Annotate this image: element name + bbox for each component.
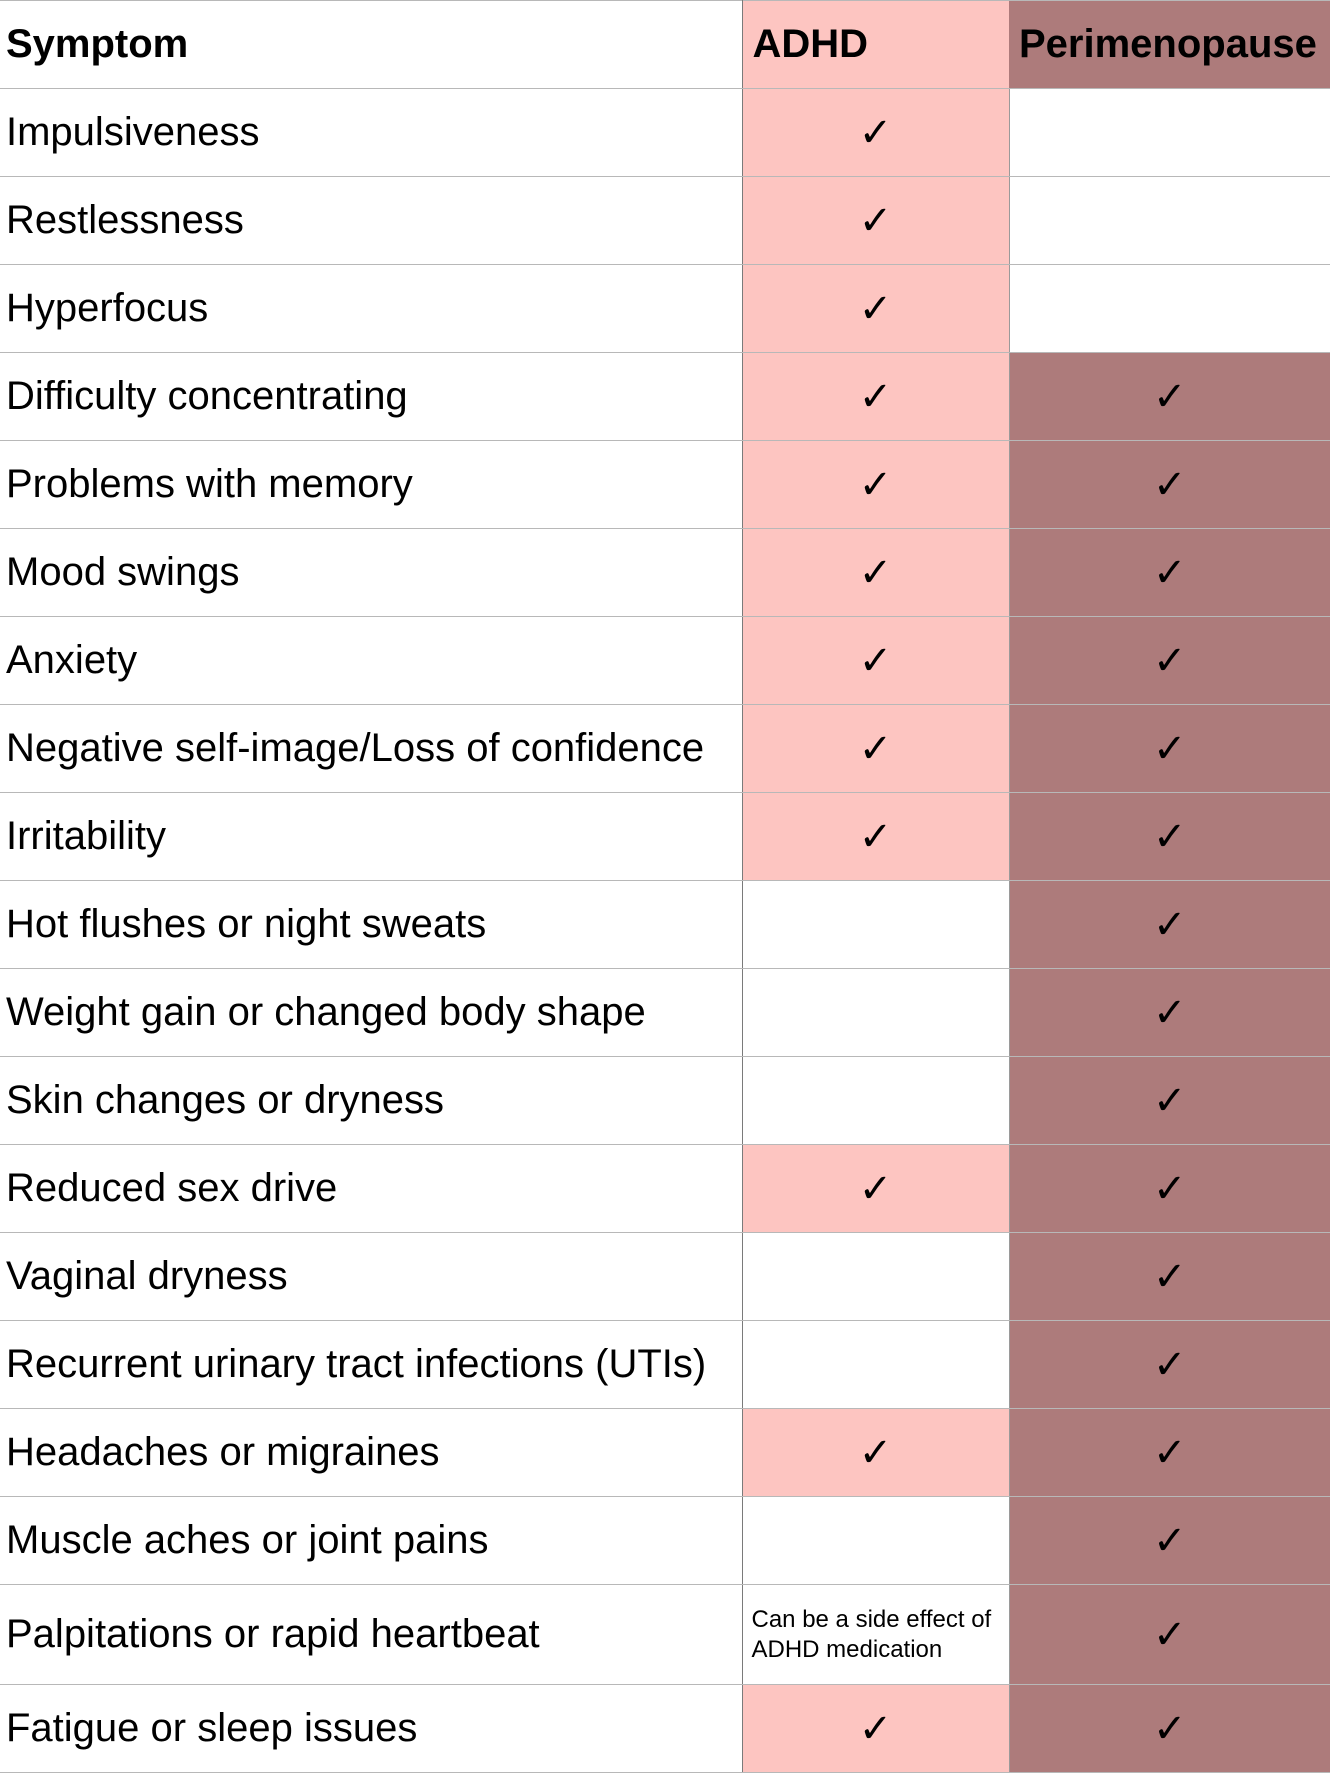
check-mark-icon: ✓ [1152,1253,1187,1300]
perimenopause-cell [1009,1233,1330,1321]
perimenopause-cell [1009,1585,1330,1685]
check-mark-icon: ✓ [1152,725,1187,772]
table-row [0,1685,1330,1773]
perimenopause-cell [1009,793,1330,881]
symptom-cell: Vaginal dryness [0,1233,742,1321]
symptom-cell: Weight gain or changed body shape [0,969,742,1057]
adhd-cell [742,881,1009,969]
symptom-cell: Hot flushes or night sweats [0,881,742,969]
adhd-cell [742,89,1009,177]
check-mark-icon: ✓ [1152,1341,1187,1388]
table-row [0,1145,1330,1233]
check-mark-icon: ✓ [1152,373,1187,420]
perimenopause-cell [1009,705,1330,793]
perimenopause-column-header: Perimenopause [1009,1,1330,89]
symptom-cell: Recurrent urinary tract infections (UTIs) [0,1321,742,1409]
check-mark-icon: ✓ [858,197,893,244]
symptom-cell: Problems with memory [0,441,742,529]
table-row [0,89,1330,177]
check-mark-icon: ✓ [1152,461,1187,508]
perimenopause-cell [1009,89,1330,177]
perimenopause-cell [1009,265,1330,353]
header-row [0,1,1330,89]
symptom-cell: Headaches or migraines [0,1409,742,1497]
check-mark-icon: ✓ [858,1429,893,1476]
adhd-cell [742,705,1009,793]
adhd-note: Can be a side effect of ADHD medication [751,1605,992,1663]
perimenopause-cell [1009,1321,1330,1409]
check-mark-icon: ✓ [858,461,893,508]
perimenopause-cell [1009,1685,1330,1773]
perimenopause-cell [1009,969,1330,1057]
perimenopause-cell [1009,1409,1330,1497]
check-mark-icon: ✓ [858,813,893,860]
perimenopause-cell [1009,1057,1330,1145]
symptom-cell: Mood swings [0,529,742,617]
table-row [0,353,1330,441]
table-row [0,1585,1330,1685]
check-mark-icon: ✓ [858,1165,893,1212]
adhd-cell [742,1585,1009,1685]
adhd-cell [742,969,1009,1057]
adhd-cell [742,617,1009,705]
table-row [0,1497,1330,1585]
perimenopause-cell [1009,1497,1330,1585]
symptom-cell: Fatigue or sleep issues [0,1685,742,1773]
symptom-cell: Muscle aches or joint pains [0,1497,742,1585]
table-row [0,441,1330,529]
check-mark-icon: ✓ [1152,1705,1187,1752]
check-mark-icon: ✓ [1152,1165,1187,1212]
table-row [0,793,1330,881]
check-mark-icon: ✓ [1152,901,1187,948]
check-mark-icon: ✓ [1152,813,1187,860]
check-mark-icon: ✓ [1152,1429,1187,1476]
symptom-cell: Anxiety [0,617,742,705]
check-mark-icon: ✓ [858,285,893,332]
symptom-cell: Skin changes or dryness [0,1057,742,1145]
adhd-column-header: ADHD [742,1,1009,89]
check-mark-icon: ✓ [1152,1077,1187,1124]
adhd-cell [742,793,1009,881]
perimenopause-cell [1009,617,1330,705]
adhd-cell [742,529,1009,617]
table-row [0,529,1330,617]
perimenopause-cell [1009,177,1330,265]
table-row [0,177,1330,265]
table-row [0,265,1330,353]
check-mark-icon: ✓ [1152,1611,1187,1658]
check-mark-icon: ✓ [858,549,893,596]
table-row [0,881,1330,969]
check-mark-icon: ✓ [858,1705,893,1752]
perimenopause-cell [1009,1145,1330,1233]
symptom-cell: Irritability [0,793,742,881]
adhd-cell [742,1685,1009,1773]
check-mark-icon: ✓ [858,725,893,772]
table-row [0,617,1330,705]
adhd-cell [742,1321,1009,1409]
check-mark-icon: ✓ [1152,1517,1187,1564]
check-mark-icon: ✓ [1152,989,1187,1036]
adhd-cell [742,1145,1009,1233]
symptom-column-header: Symptom [0,1,742,89]
table-row [0,1233,1330,1321]
symptom-cell: Reduced sex drive [0,1145,742,1233]
table-row [0,705,1330,793]
table-row [0,1409,1330,1497]
symptom-cell: Restlessness [0,177,742,265]
check-mark-icon: ✓ [858,637,893,684]
check-mark-icon: ✓ [1152,549,1187,596]
table-row [0,1057,1330,1145]
symptom-cell: Palpitations or rapid heartbeat [0,1585,742,1685]
symptom-cell: Negative self-image/Loss of confidence [0,705,742,793]
symptom-cell: Impulsiveness [0,89,742,177]
table-row [0,969,1330,1057]
adhd-cell [742,1057,1009,1145]
perimenopause-cell [1009,441,1330,529]
symptom-cell: Hyperfocus [0,265,742,353]
adhd-cell [742,265,1009,353]
adhd-cell [742,1409,1009,1497]
adhd-cell [742,1497,1009,1585]
adhd-cell [742,177,1009,265]
adhd-cell [742,353,1009,441]
table-row [0,1321,1330,1409]
check-mark-icon: ✓ [858,373,893,420]
perimenopause-cell [1009,881,1330,969]
check-mark-icon: ✓ [858,109,893,156]
perimenopause-cell [1009,353,1330,441]
adhd-cell [742,441,1009,529]
check-mark-icon: ✓ [1152,637,1187,684]
adhd-cell [742,1233,1009,1321]
perimenopause-cell [1009,529,1330,617]
symptom-cell: Difficulty concentrating [0,353,742,441]
